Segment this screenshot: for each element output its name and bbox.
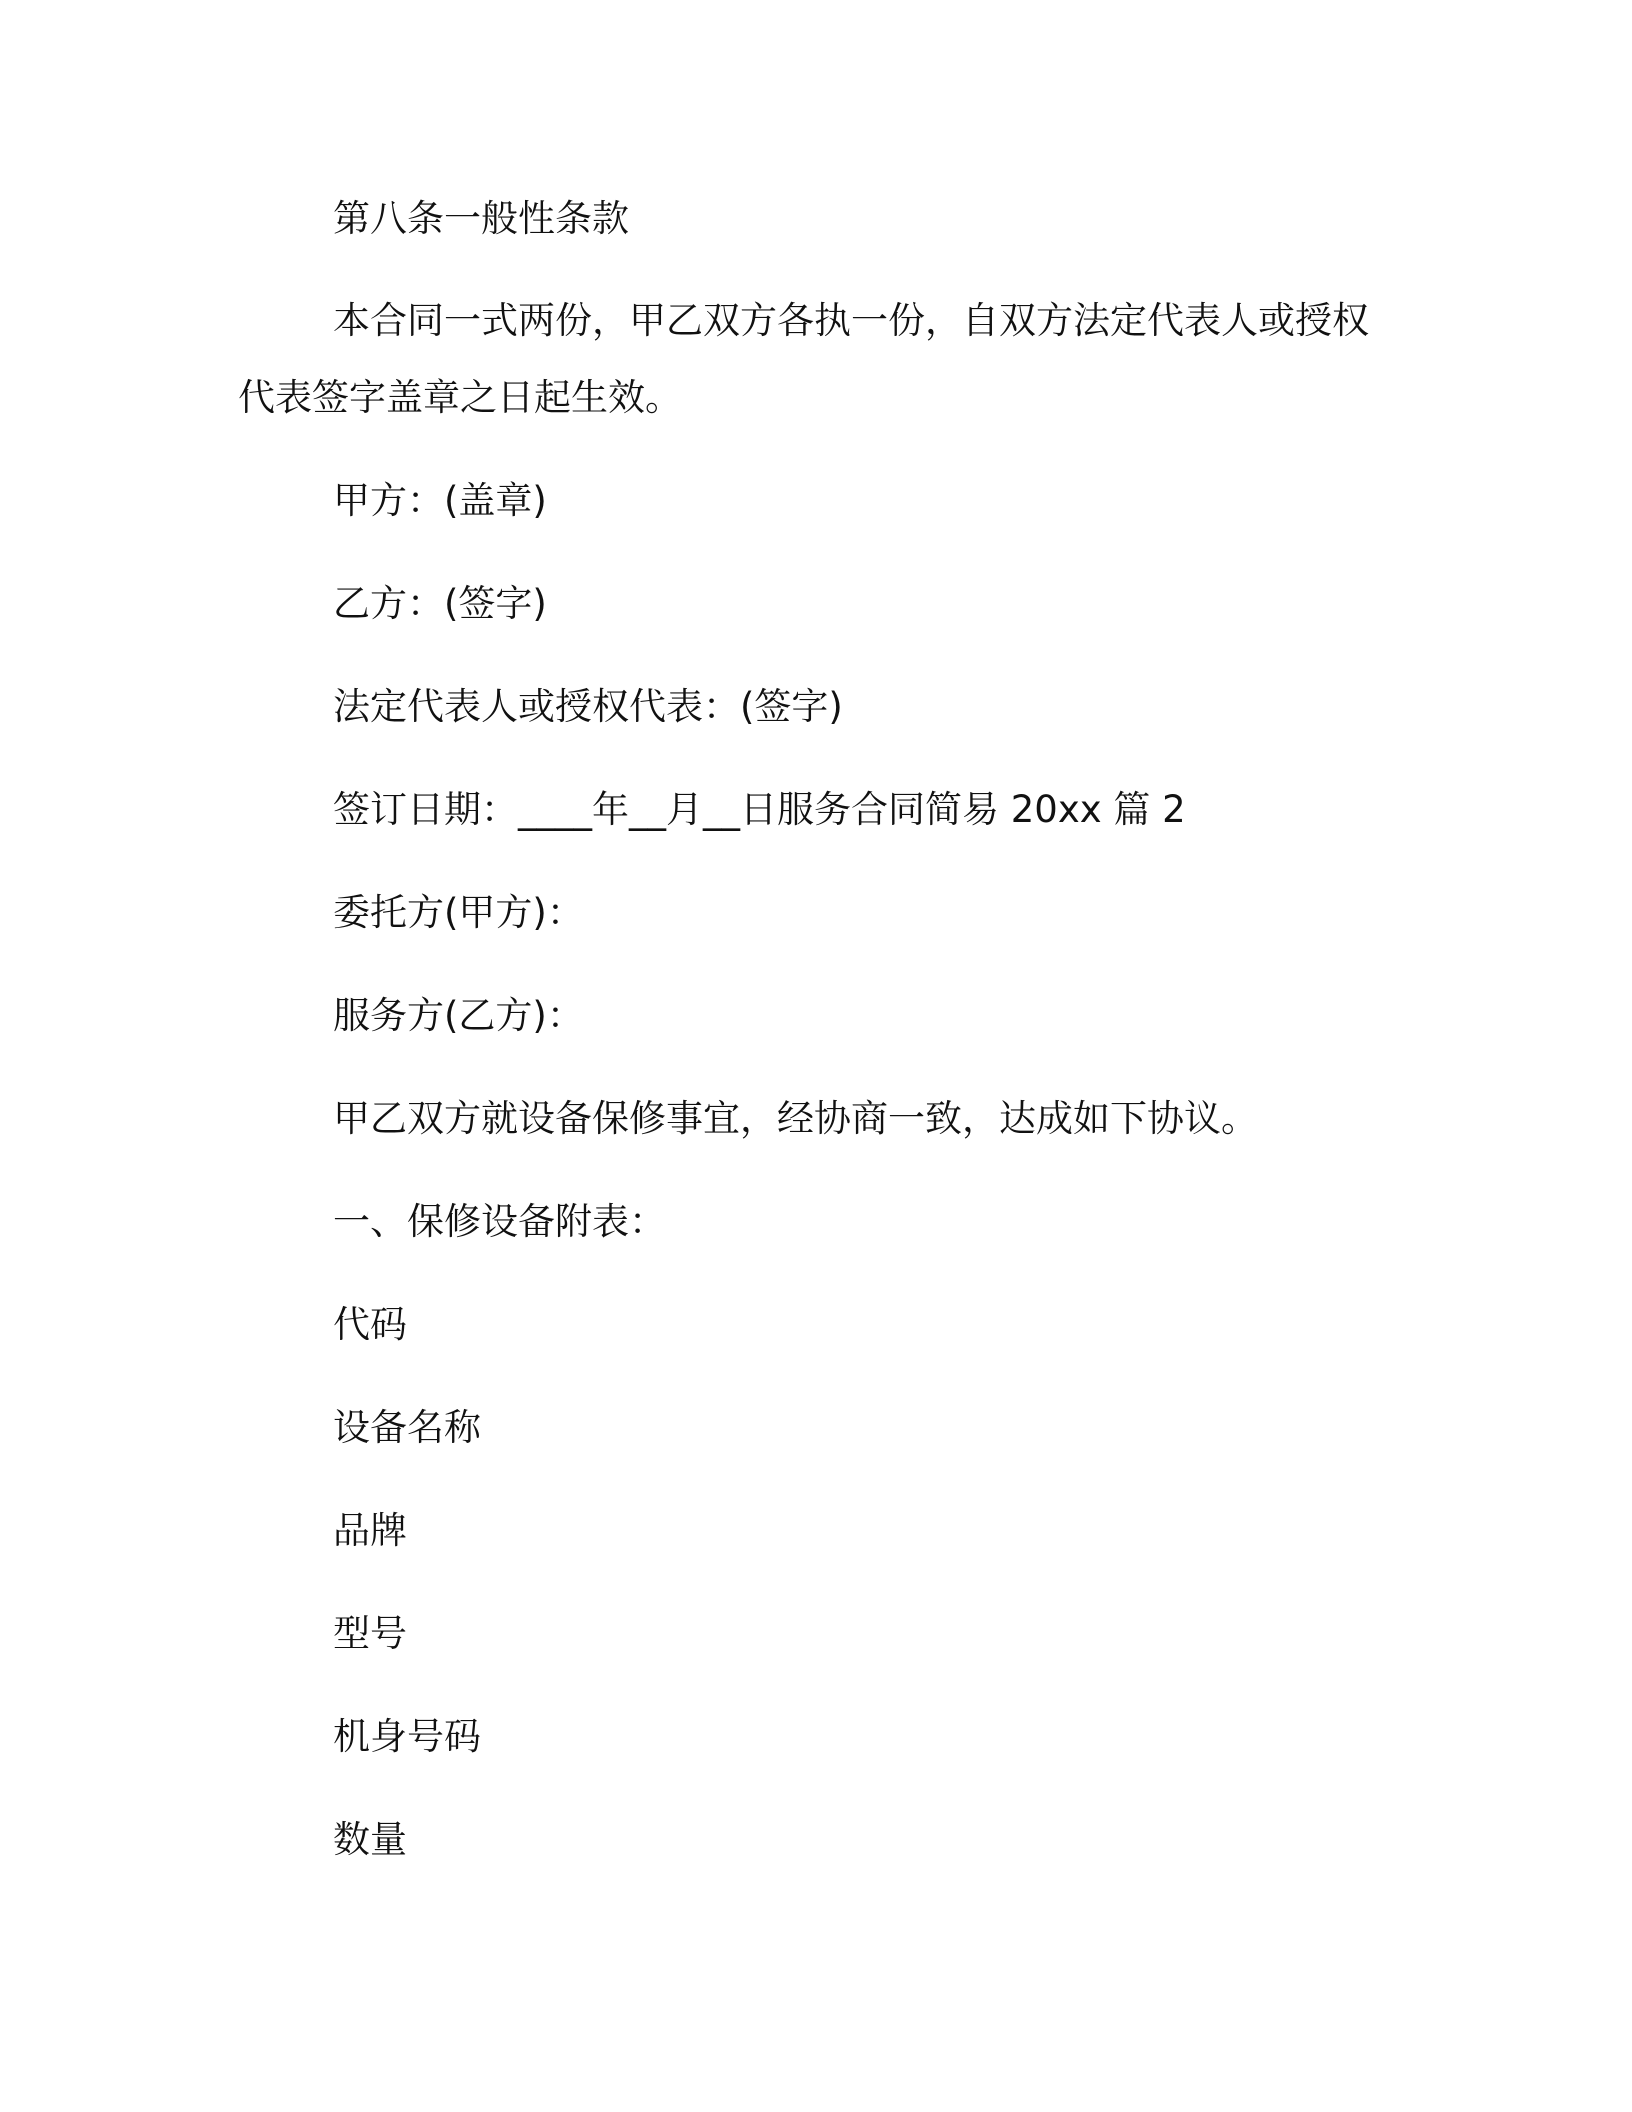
client-line: 委托方(甲方)： [333, 891, 584, 934]
table-field-code: 代码 [333, 1303, 407, 1346]
clause-heading: 第八条一般性条款 [333, 197, 629, 240]
table-field-equipment-name: 设备名称 [333, 1406, 481, 1449]
table-field-serial-number: 机身号码 [333, 1715, 481, 1758]
table-field-quantity: 数量 [333, 1818, 407, 1861]
paragraph-effectiveness-line-2: 代表签字盖章之日起生效。 [238, 376, 682, 419]
party-b-sign-line: 乙方：(签字) [333, 582, 547, 625]
section-1-title: 一、保修设备附表： [333, 1200, 666, 1243]
provider-line: 服务方(乙方)： [333, 994, 584, 1037]
signing-date-line: 签订日期：____年__月__日服务合同简易 20xx 篇 2 [333, 788, 1186, 831]
table-field-model: 型号 [333, 1612, 407, 1655]
party-a-seal-line: 甲方：(盖章) [333, 479, 547, 522]
agreement-intro-line: 甲乙双方就设备保修事宜，经协商一致，达成如下协议。 [333, 1097, 1258, 1140]
paragraph-effectiveness-line-1: 本合同一式两份，甲乙双方各执一份，自双方法定代表人或授权 [333, 299, 1369, 342]
legal-representative-line: 法定代表人或授权代表：(签字) [333, 685, 843, 728]
table-field-brand: 品牌 [333, 1509, 407, 1552]
